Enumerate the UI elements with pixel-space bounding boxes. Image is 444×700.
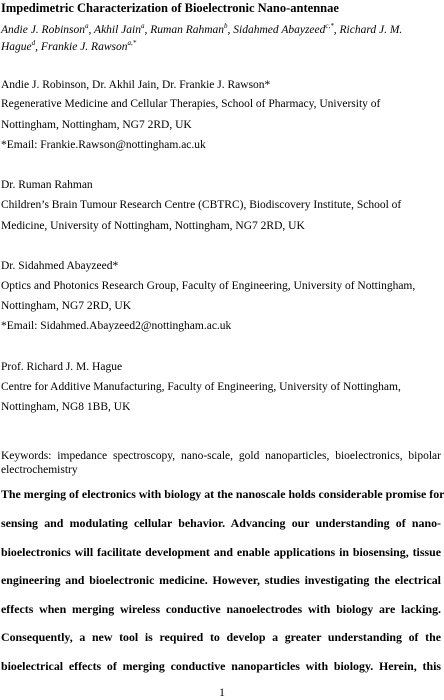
affiliation-b-names: Dr. Ruman Rahman xyxy=(1,179,93,191)
author-name: , Sidahmed Abayzeed xyxy=(227,24,326,36)
author-name: , Ruman Rahman xyxy=(144,24,225,36)
author-affil-mark: d xyxy=(31,39,36,48)
affiliation-a-names: Andie J. Robinson, Dr. Akhil Jain, Dr. Frankie J. Rawson* xyxy=(1,79,271,91)
abstract-line: effects when merging wireless conductive nanoelectrodes with biology are lacking. xyxy=(1,602,441,616)
author-line-2 xyxy=(1,39,441,56)
author-affil-mark: a xyxy=(85,22,89,31)
author-name: Andie J. Robinson xyxy=(1,24,85,36)
affiliation-a-dept: Regenerative Medicine and Cellular Therapies, School of Pharmacy, University of xyxy=(1,98,381,110)
affiliation-d-dept: Centre for Additive Manufacturing, Faculty of Engineering, University of Nottingham, xyxy=(1,381,401,393)
author-name: , Akhil Jain xyxy=(88,24,141,36)
abstract-line: bioelectronics will facilitate development and enable applications in biosensing, tissue xyxy=(1,545,441,559)
author-name: , Frankie J. Rawson xyxy=(35,41,128,53)
affiliation-b-address: Medicine, University of Nottingham, Nottingham, NG7 2RD, UK xyxy=(1,220,305,232)
affiliation-c-email[interactable]: *Email: Sidahmed.Abayzeed2@nottingham.ac.uk xyxy=(1,320,232,332)
author-name: , Richard J. M. xyxy=(333,24,403,36)
affiliation-d-names: Prof. Richard J. M. Hague xyxy=(1,361,123,373)
author-affil-mark: b xyxy=(224,22,228,31)
abstract-line: Consequently, a new tool is required to develop a greater understanding of the xyxy=(1,630,441,644)
author-affil-mark: a,* xyxy=(127,39,137,48)
affiliation-c-names: Dr. Sidahmed Abayzeed* xyxy=(1,260,119,272)
affiliation-b-dept: Children’s Brain Tumour Research Centre (CBTRC), Biodiscovery Institute, School of xyxy=(1,199,402,211)
affiliation-c-address: Nottingham, NG7 2RD, UK xyxy=(1,300,132,312)
author-affil-mark: c,* xyxy=(325,22,334,31)
affiliation-d-address: Nottingham, NG8 1BB, UK xyxy=(1,401,131,413)
abstract-line: bioelectrical effects of merging conductive nanoparticles with biology. Herein, this xyxy=(1,659,441,673)
affiliation-a-email[interactable]: *Email: Frankie.Rawson@nottingham.ac.uk xyxy=(1,139,206,151)
paper-title: Impedimetric Characterization of Bioelectronic Nano-antennae xyxy=(1,1,339,15)
author-list xyxy=(1,22,441,56)
affiliation-a-address: Nottingham, Nottingham, NG7 2RD, UK xyxy=(1,119,192,131)
author-affil-mark: a xyxy=(141,22,145,31)
page-number: 1 xyxy=(219,687,225,699)
abstract-line: The merging of electronics with biology at the nanoscale holds considerable promise for xyxy=(1,487,444,501)
abstract-line: engineering and bioelectronic medicine. However, studies investigating the electrical xyxy=(1,573,441,587)
keywords: Keywords: impedance spectroscopy, nano-scale, gold nanoparticles, bioelectronics, bipolar electrochemistry xyxy=(1,450,441,476)
abstract-line: sensing and modulating cellular behavior. Advancing our understanding of nano- xyxy=(1,516,441,530)
author-line-1 xyxy=(1,22,441,39)
affiliation-c-dept: Optics and Photonics Research Group, Faculty of Engineering, University of Nottingham, xyxy=(1,280,416,292)
author-name: Hague xyxy=(1,41,32,53)
